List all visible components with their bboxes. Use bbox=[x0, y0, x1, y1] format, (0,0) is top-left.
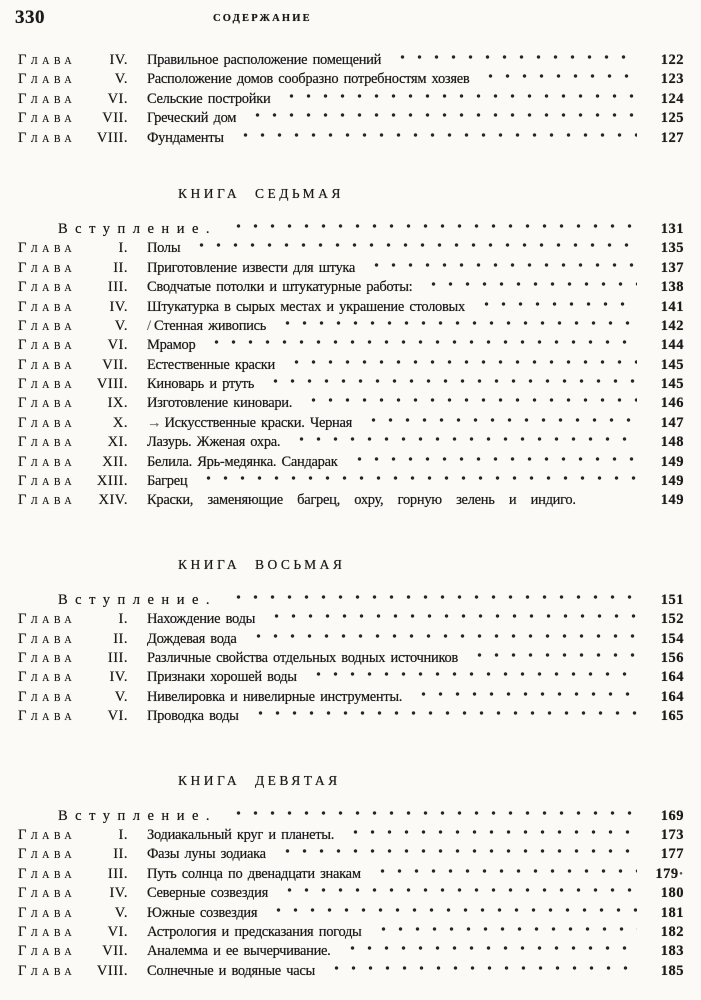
entry-page-number: 177 bbox=[660, 846, 684, 863]
dot-leader bbox=[233, 130, 637, 142]
entry-title-text: Полы bbox=[147, 240, 181, 257]
entry-page-number: 131 bbox=[660, 220, 684, 237]
entry-page bbox=[648, 414, 684, 433]
entry-page-number: 164 bbox=[660, 688, 684, 705]
dot-leader bbox=[204, 337, 637, 349]
dot-leader bbox=[246, 631, 638, 643]
chapter-number: VII. bbox=[102, 943, 128, 960]
folio-number: 330 bbox=[15, 7, 45, 28]
chapter-label: Глава bbox=[18, 904, 77, 921]
chapter-label: Глава bbox=[18, 414, 77, 431]
entry-page bbox=[648, 591, 684, 610]
dot-leader bbox=[226, 221, 637, 233]
book-heading: КНИГА ВОСЬМАЯ bbox=[178, 556, 346, 572]
dot-leader bbox=[474, 299, 637, 311]
entry-title-text: Правильное расположение помещений bbox=[147, 52, 382, 68]
book-heading: КНИГА СЕДЬМАЯ bbox=[178, 185, 344, 201]
intro-label: Вступление. bbox=[58, 807, 218, 824]
entry-page-number: 156 bbox=[660, 649, 684, 666]
toc-section bbox=[0, 807, 701, 982]
entry-page bbox=[648, 826, 684, 845]
entry-page bbox=[648, 668, 684, 687]
dot-leader bbox=[364, 260, 637, 272]
chapter-number: IV. bbox=[109, 52, 128, 68]
chapter-number: V. bbox=[114, 71, 128, 88]
chapter-number: II. bbox=[113, 259, 128, 276]
dot-leader bbox=[306, 669, 637, 681]
entry-title-text: Проводка воды bbox=[147, 708, 239, 725]
chapter-label: Глава bbox=[18, 298, 77, 315]
dot-leader bbox=[467, 650, 637, 662]
entry-title-text: Нивелировка и нивелирные инструменты. bbox=[147, 688, 403, 705]
intro-label: Вступление. bbox=[58, 220, 218, 237]
entry-page bbox=[648, 239, 684, 258]
entry-title-text: Зодиакальный круг и планеты. bbox=[147, 826, 335, 843]
entry-page-number: 183 bbox=[660, 943, 684, 960]
entry-title bbox=[147, 129, 224, 148]
dot-leader bbox=[289, 434, 637, 446]
entry-page bbox=[648, 336, 684, 355]
dot-leader bbox=[478, 71, 637, 83]
toc-section bbox=[0, 220, 701, 511]
entry-title-text: Сводчатые потолки и штукатурные работы: bbox=[147, 279, 413, 296]
book-heading: КНИГА ДЕВЯТАЯ bbox=[178, 772, 341, 788]
entry-title bbox=[147, 962, 315, 981]
toc-entry bbox=[0, 90, 701, 109]
chapter-label: Глава bbox=[18, 376, 77, 393]
chapter-label: Глава bbox=[18, 434, 77, 451]
entry-title bbox=[147, 90, 270, 109]
chapter-number: IV. bbox=[109, 669, 128, 686]
entry-page-number: 164 bbox=[660, 669, 684, 686]
entry-page bbox=[648, 375, 684, 394]
entry-title bbox=[147, 923, 362, 942]
page-title: СОДЕРЖАНИЕ bbox=[213, 13, 312, 24]
chapter-label: Глава bbox=[18, 962, 77, 979]
chapter-label: Глава bbox=[18, 453, 77, 470]
entry-page-number: 181 bbox=[660, 904, 684, 921]
entry-page-number: 151 bbox=[660, 591, 684, 608]
entry-page-number: 123 bbox=[660, 71, 684, 88]
entry-title-text: Нахождение воды bbox=[147, 611, 256, 628]
chapter-number: I. bbox=[118, 240, 128, 257]
chapter-number: VII. bbox=[102, 356, 128, 373]
dot-leader bbox=[264, 611, 637, 623]
entry-page bbox=[648, 884, 684, 903]
chapter-label: Глава bbox=[18, 240, 77, 257]
chapter-number: XIII. bbox=[96, 473, 128, 490]
entry-title bbox=[147, 336, 195, 355]
entry-page bbox=[648, 630, 684, 649]
dot-leader bbox=[248, 708, 637, 720]
entry-title-text: Греческий дом bbox=[147, 110, 237, 127]
entry-title-text: Краски, заменяющие багрец, охру, горную зелень и индиго. bbox=[147, 492, 576, 509]
entry-title bbox=[147, 884, 268, 903]
entry-title bbox=[147, 826, 334, 845]
entry-title-text: Различные свойства отдельных водных источников bbox=[147, 649, 458, 666]
entry-page bbox=[648, 453, 684, 472]
chapter-label: Глава bbox=[18, 71, 77, 88]
entry-title-text: Приготовление извести для штука bbox=[147, 259, 356, 276]
toc-entry bbox=[0, 630, 701, 649]
chapter-number: XI. bbox=[107, 434, 128, 451]
entry-page-number: 169 bbox=[660, 807, 684, 824]
chapter-number: III. bbox=[107, 279, 128, 296]
entry-page-number: 148 bbox=[660, 434, 684, 451]
chapter-number: VIII. bbox=[96, 376, 128, 393]
entry-title-text: Изготовление киновари. bbox=[147, 395, 293, 412]
toc-entry bbox=[0, 375, 701, 394]
chapter-number: II. bbox=[113, 846, 128, 863]
entry-page bbox=[648, 707, 684, 726]
toc-entry bbox=[0, 394, 701, 413]
dot-leader bbox=[324, 963, 637, 975]
chapter-label: Глава bbox=[18, 688, 77, 705]
toc-entry bbox=[0, 109, 701, 128]
dot-leader bbox=[189, 240, 637, 252]
entry-page bbox=[648, 688, 684, 707]
dot-leader bbox=[275, 846, 637, 858]
entry-title bbox=[147, 375, 254, 394]
toc-entry-intro bbox=[0, 807, 701, 826]
chapter-number: V. bbox=[114, 688, 128, 705]
chapter-label: Глава bbox=[18, 317, 77, 334]
chapter-label: Глава bbox=[18, 90, 77, 107]
toc-entry bbox=[0, 923, 701, 942]
chapter-label: Глава bbox=[18, 52, 77, 68]
chapter-label: Глава bbox=[18, 395, 77, 412]
dot-leader bbox=[371, 924, 638, 936]
entry-title bbox=[147, 51, 381, 70]
chapter-number: IV. bbox=[109, 885, 128, 902]
dot-leader bbox=[390, 52, 637, 64]
dot-leader bbox=[266, 905, 637, 917]
chapter-number: V. bbox=[114, 317, 128, 334]
entry-title-text: Багрец bbox=[147, 473, 188, 490]
entry-page-number: 127 bbox=[660, 129, 684, 146]
chapter-label: Глава bbox=[18, 279, 77, 296]
entry-page-number: 125 bbox=[660, 110, 684, 127]
entry-title-text: Искусственные краски. Черная bbox=[164, 414, 353, 431]
entry-title bbox=[147, 259, 355, 278]
toc-entry bbox=[0, 129, 701, 148]
toc-entry bbox=[0, 707, 701, 726]
entry-title bbox=[147, 630, 237, 649]
entry-title-text: Аналемма и ее вычерчивание. bbox=[147, 943, 331, 960]
chapter-number: II. bbox=[113, 630, 128, 647]
entry-page-number: 149 bbox=[660, 492, 684, 509]
entry-title bbox=[147, 70, 469, 89]
entry-page bbox=[648, 394, 684, 413]
toc-entry bbox=[0, 962, 701, 981]
chapter-number: VIII. bbox=[96, 129, 128, 146]
entry-title-text: Северные созвездия bbox=[147, 885, 268, 902]
entry-title-text: Сельские постройки bbox=[147, 90, 271, 107]
entry-page bbox=[648, 220, 684, 239]
chapter-number: X. bbox=[112, 414, 128, 431]
toc-entry bbox=[0, 51, 701, 70]
entry-title-text: Лазурь. Жженая охра. bbox=[147, 434, 281, 451]
entry-page bbox=[648, 807, 684, 826]
toc-section bbox=[0, 51, 701, 148]
toc-entry bbox=[0, 433, 701, 452]
entry-page-number: 137 bbox=[660, 259, 684, 276]
entry-page bbox=[648, 472, 684, 491]
entry-page-number: 147 bbox=[660, 414, 684, 431]
entry-page bbox=[648, 298, 684, 317]
chapter-label: Глава bbox=[18, 923, 77, 940]
chapter-label: Глава bbox=[18, 630, 77, 647]
entry-page bbox=[648, 962, 684, 981]
entry-title-text: Солнечные и водяные часы bbox=[147, 962, 315, 979]
toc-entry bbox=[0, 826, 701, 845]
toc-entry bbox=[0, 414, 701, 433]
dot-leader bbox=[284, 357, 637, 369]
entry-title-text: Стенная живопись bbox=[154, 317, 267, 334]
entry-page bbox=[648, 610, 684, 629]
entry-title bbox=[147, 845, 266, 864]
toc-entry bbox=[0, 356, 701, 375]
entry-title bbox=[147, 433, 280, 452]
entry-page-number: 146 bbox=[660, 395, 684, 412]
toc-entry bbox=[0, 278, 701, 297]
chapter-number: IV. bbox=[109, 298, 128, 315]
entry-page-number: 185 bbox=[660, 962, 684, 979]
toc-entry bbox=[0, 884, 701, 903]
dot-leader bbox=[277, 885, 637, 897]
dot-leader bbox=[196, 473, 637, 485]
toc-entry-intro bbox=[0, 591, 701, 610]
chapter-number: III. bbox=[107, 649, 128, 666]
entry-page bbox=[648, 278, 684, 297]
entry-title bbox=[147, 649, 458, 668]
entry-page bbox=[648, 259, 684, 278]
entry-page bbox=[648, 317, 684, 336]
entry-title-text: Путь солнца по двенадцати знакам bbox=[147, 865, 361, 882]
entry-title-text: Фундаменты bbox=[147, 129, 224, 146]
dot-leader bbox=[226, 808, 637, 820]
entry-title bbox=[147, 904, 257, 923]
entry-title bbox=[147, 688, 402, 707]
entry-title bbox=[147, 109, 236, 128]
dot-leader bbox=[275, 318, 637, 330]
entry-page bbox=[648, 109, 684, 128]
entry-title bbox=[147, 278, 412, 297]
chapter-number: VI. bbox=[107, 90, 128, 107]
entry-page bbox=[648, 356, 684, 375]
entry-title bbox=[147, 356, 275, 375]
entry-page bbox=[648, 51, 684, 70]
chapter-number: IX. bbox=[107, 395, 128, 412]
chapter-label: Глава bbox=[18, 129, 77, 146]
entry-title bbox=[147, 942, 331, 961]
entry-page bbox=[648, 70, 684, 89]
dot-leader bbox=[279, 91, 637, 103]
entry-page-number: 138 bbox=[660, 279, 684, 296]
entry-page-number: 145 bbox=[660, 376, 684, 393]
entry-page bbox=[648, 491, 684, 510]
chapter-number: VI. bbox=[107, 923, 128, 940]
toc-entry bbox=[0, 70, 701, 89]
dot-leader bbox=[226, 592, 637, 604]
entry-title bbox=[147, 472, 187, 491]
entry-page bbox=[648, 90, 684, 109]
toc-entry bbox=[0, 298, 701, 317]
entry-page bbox=[648, 433, 684, 452]
entry-page-number: 180 bbox=[660, 885, 684, 902]
chapter-label: Глава bbox=[18, 826, 77, 843]
dot-leader bbox=[370, 866, 637, 878]
toc-entry bbox=[0, 239, 701, 258]
entry-title bbox=[147, 491, 576, 510]
chapter-label: Глава bbox=[18, 356, 77, 373]
annotation-mark: · bbox=[678, 865, 684, 882]
entry-page-number: 145 bbox=[660, 356, 684, 373]
chapter-label: Глава bbox=[18, 669, 77, 686]
entry-title bbox=[147, 610, 255, 629]
chapter-number: VI. bbox=[107, 708, 128, 725]
entry-title-text: Расположение домов сообразно потребностям хозяев bbox=[147, 71, 470, 88]
dot-leader bbox=[361, 415, 637, 427]
chapter-number: V. bbox=[114, 904, 128, 921]
chapter-label: Глава bbox=[18, 337, 77, 354]
chapter-label: Глава bbox=[18, 492, 77, 509]
toc-entry bbox=[0, 942, 701, 961]
toc-section bbox=[0, 591, 701, 727]
entry-title bbox=[147, 394, 292, 413]
entry-title-text: Белила. Ярь-медянка. Сандарак bbox=[147, 453, 338, 470]
entry-page bbox=[648, 129, 684, 148]
entry-title bbox=[147, 707, 239, 726]
toc-entry bbox=[0, 317, 701, 336]
chapter-label: Глава bbox=[18, 611, 77, 628]
dot-leader bbox=[245, 110, 637, 122]
chapter-number: XIV. bbox=[98, 492, 128, 509]
entry-title-text: Штукатурка в сырых местах и украшение столовых bbox=[147, 298, 465, 315]
toc-entry bbox=[0, 472, 701, 491]
dot-leader bbox=[347, 454, 638, 466]
entry-title-text: Мрамор bbox=[147, 337, 196, 354]
entry-page-number: 165 bbox=[660, 708, 684, 725]
toc-entry bbox=[0, 668, 701, 687]
entry-page-number: 173 bbox=[660, 826, 684, 843]
entry-page-number: 142 bbox=[660, 317, 684, 334]
intro-label: Вступление. bbox=[58, 591, 218, 608]
entry-title-text: Южные созвездия bbox=[147, 904, 258, 921]
entry-page-number: 152 bbox=[660, 611, 684, 628]
entry-page-number: 179 bbox=[655, 865, 679, 882]
entry-title-text: Фазы луны зодиака bbox=[147, 846, 266, 863]
entry-page bbox=[648, 904, 684, 923]
entry-title bbox=[147, 298, 465, 317]
toc-entry bbox=[0, 259, 701, 278]
chapter-number: III. bbox=[107, 865, 128, 882]
dot-leader bbox=[301, 395, 637, 407]
toc-entry bbox=[0, 336, 701, 355]
chapter-number: VI. bbox=[107, 337, 128, 354]
chapter-number: XII. bbox=[102, 453, 128, 470]
entry-page bbox=[648, 845, 684, 864]
chapter-number: I. bbox=[118, 826, 128, 843]
dot-leader bbox=[343, 827, 637, 839]
entry-page bbox=[648, 942, 684, 961]
entry-title bbox=[147, 239, 180, 258]
toc-entry bbox=[0, 649, 701, 668]
entry-title-text: Киноварь и ртуть bbox=[147, 376, 255, 393]
entry-title bbox=[147, 865, 361, 884]
chapter-label: Глава bbox=[18, 649, 77, 666]
dot-leader bbox=[340, 943, 638, 955]
entry-title-text: Признаки хорошей воды bbox=[147, 669, 297, 686]
chapter-label: Глава bbox=[18, 885, 77, 902]
chapter-number: VII. bbox=[102, 110, 128, 127]
entry-page-number: 154 bbox=[660, 630, 684, 647]
entry-title-text: Естественные краски bbox=[147, 356, 275, 373]
dot-leader bbox=[585, 492, 637, 504]
chapter-label: Глава bbox=[18, 846, 77, 863]
entry-page bbox=[648, 865, 684, 884]
toc-body bbox=[0, 51, 701, 981]
toc-entry bbox=[0, 610, 701, 629]
dot-leader bbox=[411, 689, 637, 701]
entry-page bbox=[648, 649, 684, 668]
chapter-label: Глава bbox=[18, 865, 77, 882]
entry-title-text: Астрология и предсказания погоды bbox=[147, 923, 362, 940]
annotation-mark: / bbox=[147, 317, 152, 334]
toc-entry bbox=[0, 865, 701, 884]
toc-entry bbox=[0, 904, 701, 923]
running-head bbox=[0, 6, 701, 30]
entry-page-number: 149 bbox=[660, 453, 684, 470]
toc-entry-intro bbox=[0, 220, 701, 239]
toc-entry bbox=[0, 453, 701, 472]
entry-page-number: 144 bbox=[660, 337, 684, 354]
entry-page-number: 122 bbox=[660, 52, 684, 68]
toc-entry bbox=[0, 845, 701, 864]
chapter-number: VIII. bbox=[96, 962, 128, 979]
chapter-label: Глава bbox=[18, 473, 77, 490]
entry-title bbox=[147, 453, 338, 472]
entry-page-number: 149 bbox=[660, 473, 684, 490]
entry-page-number: 124 bbox=[660, 90, 684, 107]
entry-page-number: 141 bbox=[660, 298, 684, 315]
chapter-number: I. bbox=[118, 611, 128, 628]
entry-title bbox=[147, 668, 297, 687]
entry-title bbox=[147, 317, 266, 336]
annotation-mark: → bbox=[147, 414, 162, 431]
entry-page bbox=[648, 923, 684, 942]
toc-entry bbox=[0, 688, 701, 707]
toc-entry bbox=[0, 491, 701, 510]
entry-title-text: Дождевая вода bbox=[147, 630, 237, 647]
entry-title bbox=[147, 414, 352, 433]
chapter-label: Глава bbox=[18, 708, 77, 725]
chapter-label: Глава bbox=[18, 259, 77, 276]
chapter-label: Глава bbox=[18, 110, 77, 127]
dot-leader bbox=[263, 376, 637, 388]
entry-page-number: 135 bbox=[660, 240, 684, 257]
entry-page-number: 182 bbox=[660, 923, 684, 940]
chapter-label: Глава bbox=[18, 943, 77, 960]
dot-leader bbox=[421, 279, 637, 291]
